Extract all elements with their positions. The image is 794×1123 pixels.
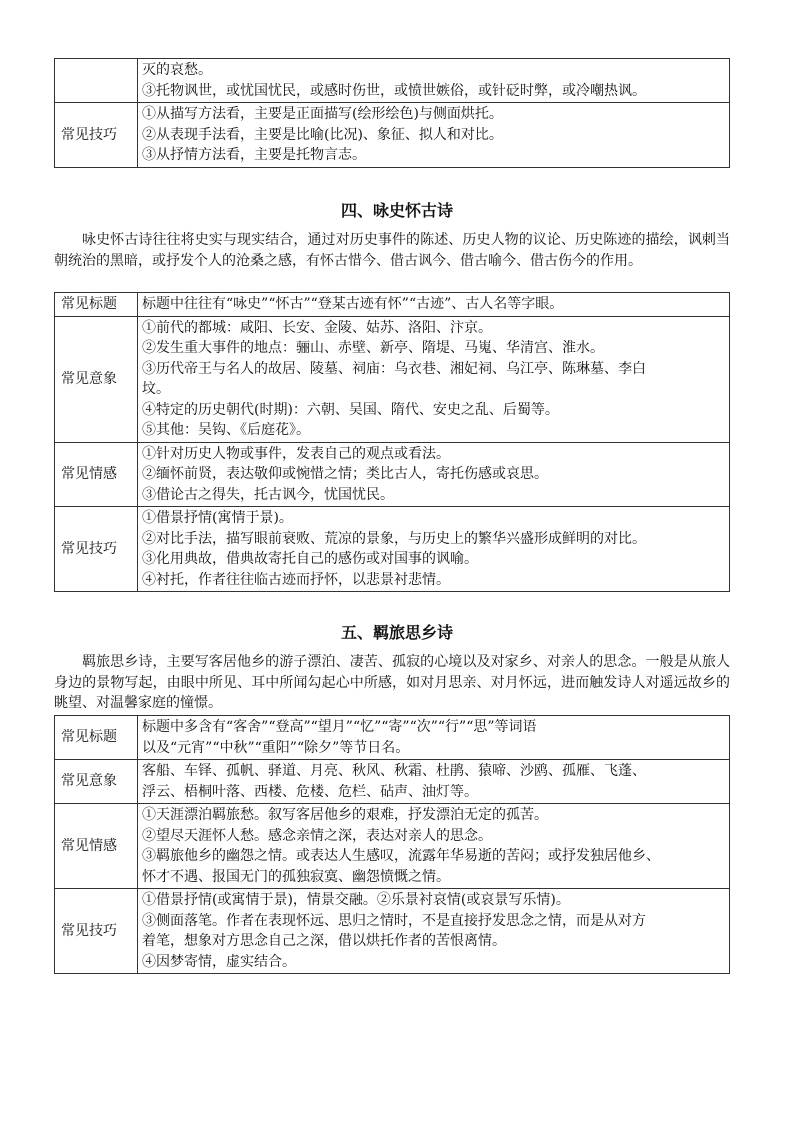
top-table xyxy=(54,58,730,168)
table-row xyxy=(55,889,730,974)
row-label: 常见技巧 xyxy=(55,103,138,168)
table-row xyxy=(55,804,730,889)
row-label: 常见情感 xyxy=(55,442,138,507)
section4-table xyxy=(54,292,730,592)
row-content: 标题中往往有“咏史”“怀古”“登某古迹有怀”“古迹”、古人名等字眼。 xyxy=(138,293,730,317)
table-row xyxy=(55,716,730,760)
row-label: 常见意象 xyxy=(55,760,138,804)
row-label: 常见技巧 xyxy=(55,507,138,592)
row-content: ①前代的都城：咸阳、长安、金陵、姑苏、洛阳、汴京。 ②发生重大事件的地点：骊山、赤壁、新亭、隋堤、马嵬、华清宫、淮水。 ③历代帝王与名人的故居、陵墓、祠庙：乌衣巷、湘妃祠、乌江亭、陈琳墓、李白 坟。 ④特定的历史朝代(时期)：六朝、吴国、隋代、安史之乱、后蜀等。 ⑤其他：吴钩、《后庭花》。 xyxy=(138,316,730,442)
row-label: 常见意象 xyxy=(55,316,138,442)
row-content: ①借景抒情(或寓情于景)，情景交融。②乐景衬哀情(或哀景写乐情)。 ③侧面落笔。作者在表现怀远、思归之情时，不是直接抒发思念之情，而是从对方 着笔，想象对方思念自己之深，借以烘托作者的苦恨离情。 ④因梦寄情，虚实结合。 xyxy=(138,889,730,974)
row-content: ①借景抒情(寓情于景)。 ②对比手法，描写眼前衰败、荒凉的景象，与历史上的繁华兴盛形成鲜明的对比。 ③化用典故，借典故寄托自己的感伤或对国事的讽喻。 ④衬托，作者往往临古迹而抒怀，以悲景衬悲情。 xyxy=(138,507,730,592)
section-title: 五、羁旅思乡诗 xyxy=(340,623,453,642)
table-row xyxy=(55,760,730,804)
table-row xyxy=(55,442,730,507)
section5-table xyxy=(54,715,730,974)
row-content: ①从描写方法看，主要是正面描写(绘形绘色)与侧面烘托。 ②从表现手法看，主要是比喻(比况)、象征、拟人和对比。 ③从抒情方法看，主要是托物言志。 xyxy=(138,103,730,168)
section-intro: 咏史怀古诗往往将史实与现实结合，通过对历史事件的陈述、历史人物的议论、历史陈迹的描绘，讽刺当朝统治的黑暗，或抒发个人的沧桑之感，有怀古惜今、借古讽今、借古喻今、借古伤今的作用。 xyxy=(54,232,730,269)
table-row xyxy=(55,507,730,592)
row-content: ①天涯漂泊羁旅愁。叙写客居他乡的艰难，抒发漂泊无定的孤苦。 ②望尽天涯怀人愁。感念亲情之深，表达对亲人的思念。 ③羁旅他乡的幽怨之情。或表达人生感叹，流露年华易逝的苦闷；或抒发独居他乡、 怀才不遇、报国无门的孤独寂寞、幽怨愤慨之情。 xyxy=(138,804,730,889)
section-title: 四、咏史怀古诗 xyxy=(340,201,453,220)
row-label: 常见标题 xyxy=(55,716,138,760)
section-intro: 羁旅思乡诗，主要写客居他乡的游子漂泊、凄苦、孤寂的心境以及对家乡、对亲人的思念。一般是从旅人身边的景物写起，由眼中所见、耳中所闻勾起心中所感，如对月思亲、对月怀远，进而触发诗人对遥远故乡的眺望、对温馨家庭的憧憬。 xyxy=(54,654,730,711)
row-content: 客船、车铎、孤帆、驿道、月亮、秋风、秋霜、杜鹃、猿啼、沙鸥、孤雁、飞蓬、 浮云、梧桐叶落、西楼、危楼、危栏、砧声、油灯等。 xyxy=(138,760,730,804)
table-row xyxy=(55,59,730,103)
row-content: ①针对历史人物或事件，发表自己的观点或看法。 ②缅怀前贤，表达敬仰或惋惜之情；类比古人，寄托伤感或哀思。 ③借论古之得失，托古讽今，忧国忧民。 xyxy=(138,442,730,507)
row-content: 标题中多含有“客舍”“登高”“望月”“忆”“寄”“次”“行”“思”等词语 以及“元宵”“中秋”“重阳”“除夕”等节日名。 xyxy=(138,716,730,760)
row-content: 灭的哀愁。 ③托物讽世，或忧国忧民，或感时伤世，或愤世嫉俗，或针砭时弊，或冷嘲热讽。 xyxy=(138,59,730,103)
table-row xyxy=(55,293,730,317)
row-label: 常见标题 xyxy=(55,293,138,317)
row-label: 常见技巧 xyxy=(55,889,138,974)
table-row xyxy=(55,103,730,168)
table-row xyxy=(55,316,730,442)
row-label xyxy=(55,59,138,103)
row-label: 常见情感 xyxy=(55,804,138,889)
